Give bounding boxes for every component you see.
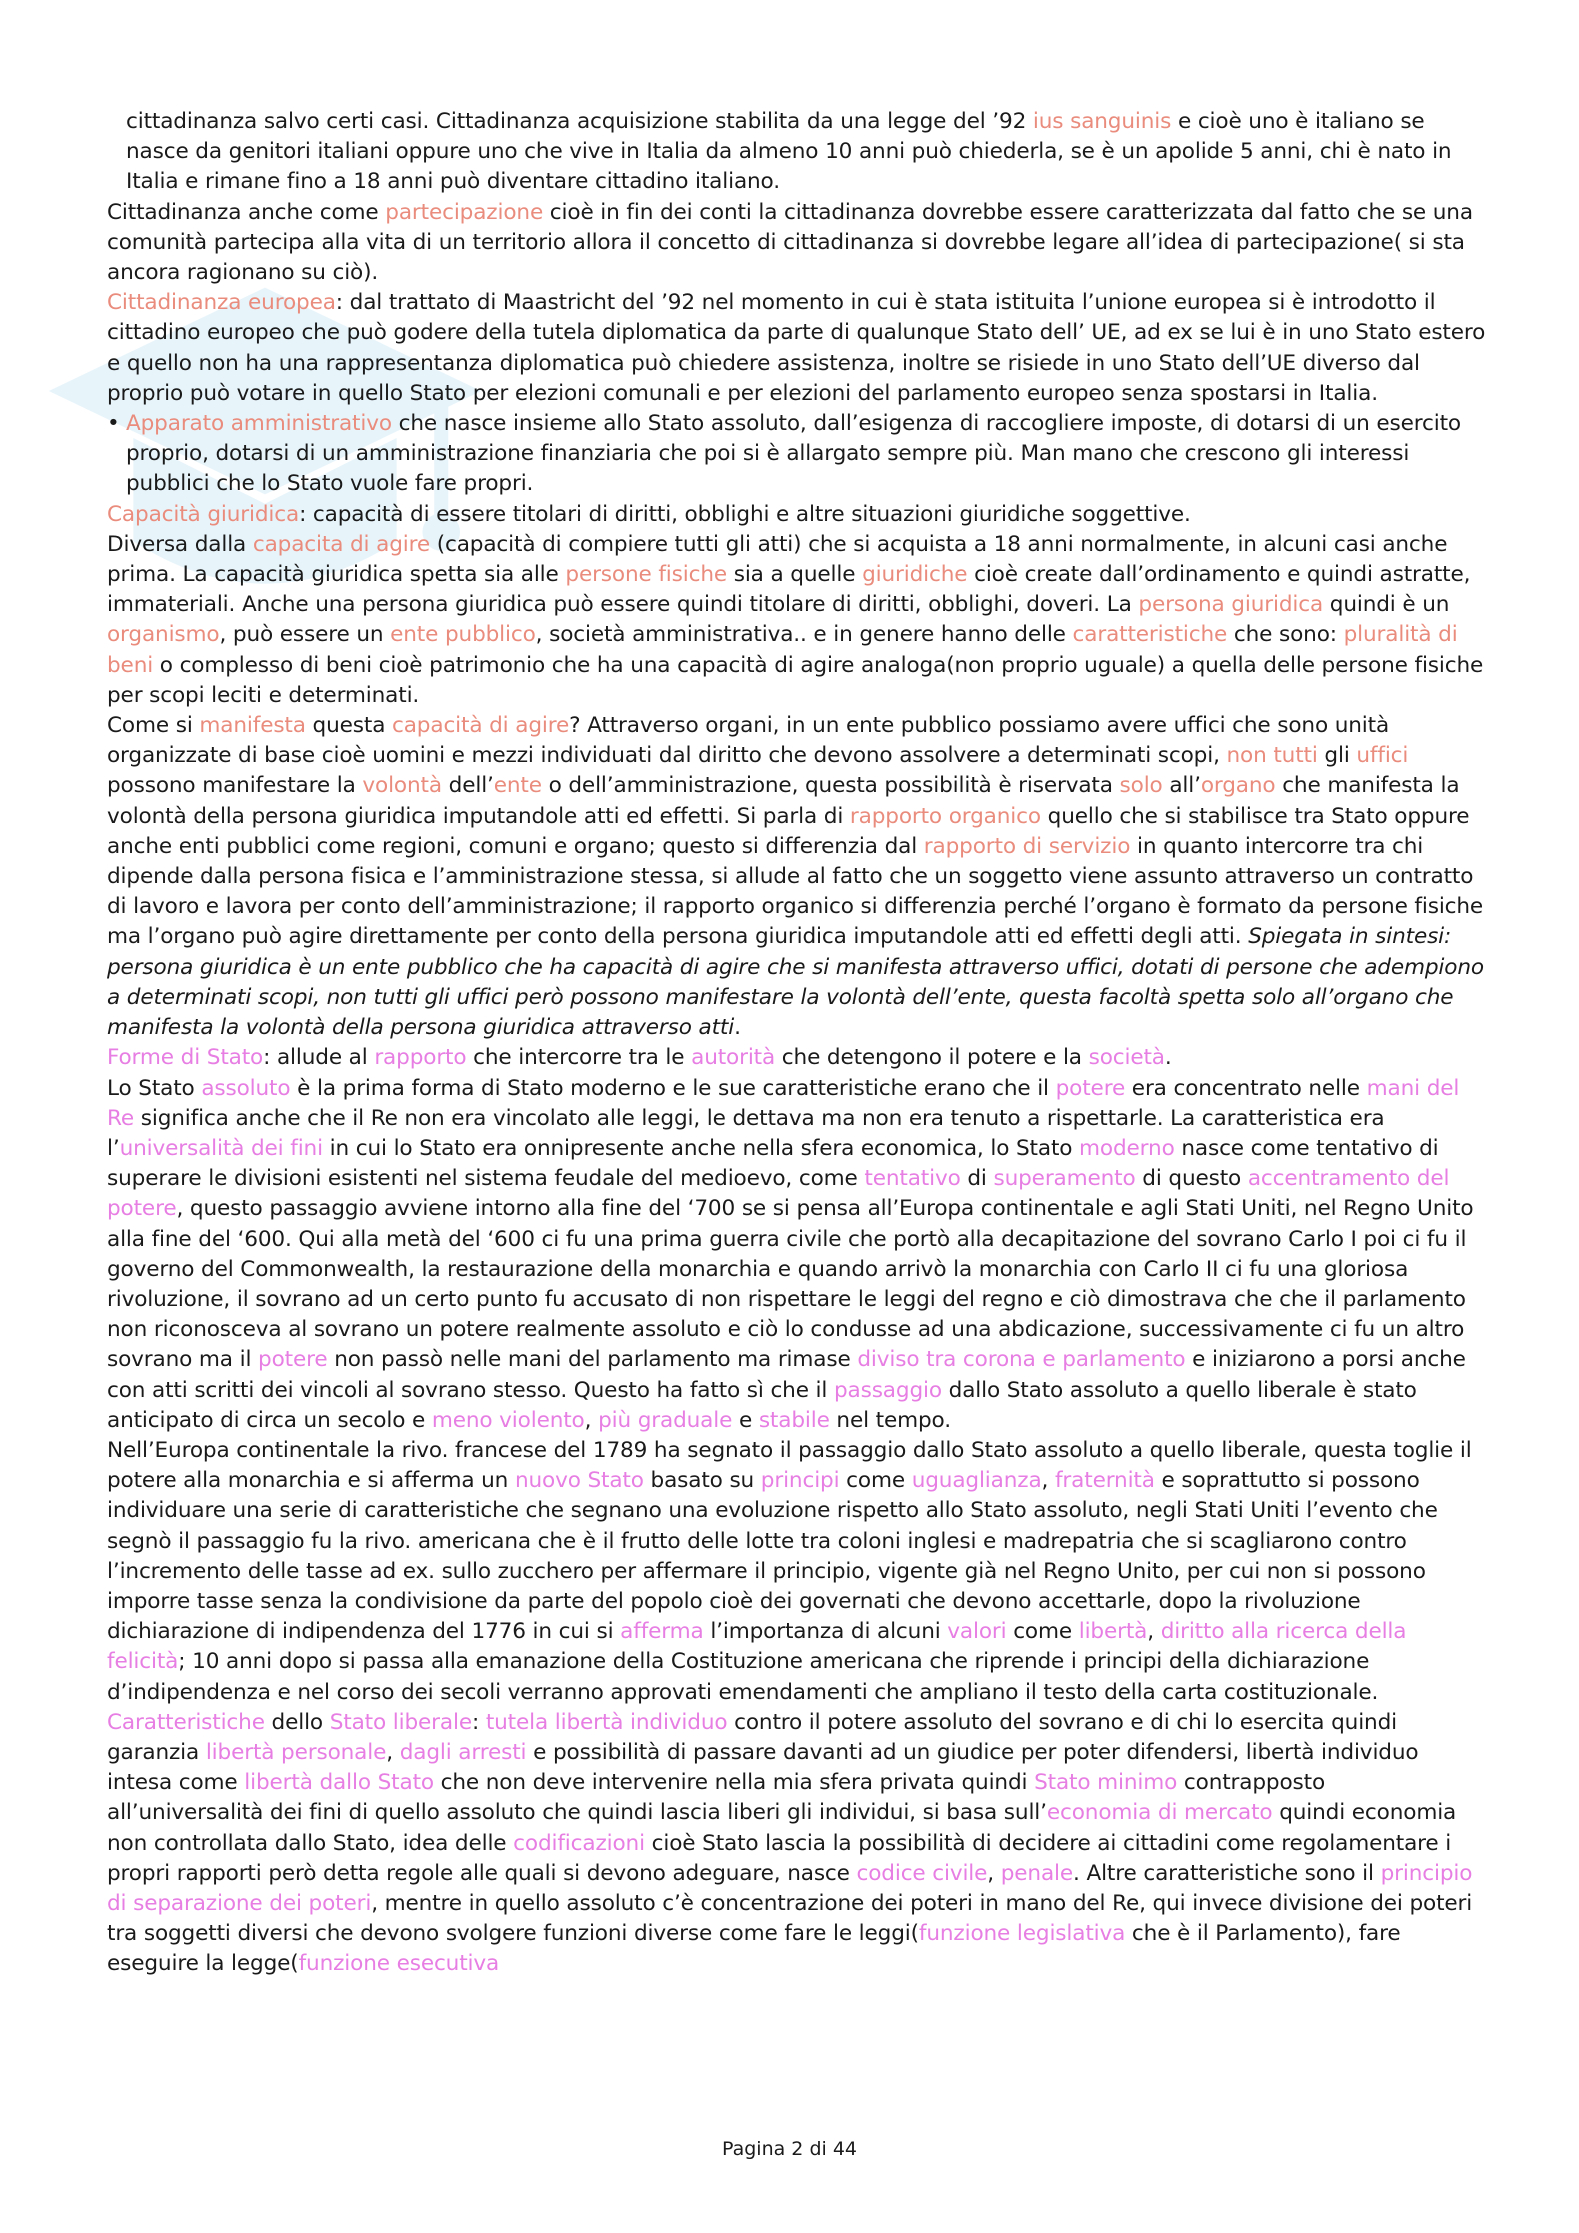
text-run: , società amministrativa.. e in genere hanno delle — [535, 622, 1073, 648]
text-run: gli — [1317, 743, 1357, 769]
highlighted-term: giuridiche — [862, 562, 968, 588]
text-run: che nasce insieme allo Stato assoluto, dall’esigenza di raccogliere imposte, di dotarsi di un esercito proprio, dotarsi di un amministrazione finanziaria che poi si è allargato sempre più. Man mano che crescono gli interessi pubblici che lo Stato vuole fare propri. — [126, 411, 1461, 497]
page-number: Pagina 2 di 44 — [722, 2138, 857, 2160]
highlighted-term: libertà dallo Stato — [244, 1770, 434, 1796]
paragraph — [107, 1074, 1487, 1436]
highlighted-term: tentativo — [864, 1166, 961, 1192]
text-run: o dell’amministrazione, questa possibilità è riservata — [541, 773, 1120, 799]
text-run: questa — [305, 713, 392, 739]
text-run: in quanto intercorre tra chi dipende dalla persona fisica e l’amministrazione stessa, si allude al fatto che un soggetto viene assunto attraverso un contratto di lavoro e lavora per conto dell’amministrazione; il rapporto organico si differenzia perché l’organo è formato da persone fisiche ma l’organo può agire direttamente per conto della persona giuridica imputandole atti ed effetti degli atti. — [107, 833, 1484, 950]
text-run: che non deve intervenire nella mia sfera privata quindi — [433, 1770, 1035, 1796]
text-run: nasce come tentativo di superare le divisioni esistenti nel sistema feudale del medioevo, come — [107, 1135, 1439, 1192]
text-run: quindi economia non controllata dallo Stato, idea delle — [107, 1800, 1457, 1856]
highlighted-term: Stato minimo — [1034, 1770, 1178, 1796]
highlighted-term: manifesta — [199, 713, 306, 739]
text-run: Come si — [107, 713, 200, 739]
text-run: Diversa dalla — [107, 531, 253, 557]
highlighted-term: capacita di agire — [252, 531, 430, 557]
highlighted-term: mani del Re — [107, 1075, 1460, 1131]
text-run: basato su — [643, 1468, 761, 1494]
text-run: di questo — [1135, 1166, 1248, 1192]
highlighted-term: nuovo Stato — [514, 1468, 644, 1494]
paragraph — [107, 107, 1487, 198]
text-run: possono manifestare la — [107, 773, 363, 799]
highlighted-term: non tutti — [1226, 743, 1318, 769]
highlighted-term: principio di separazione dei poteri — [107, 1860, 1473, 1916]
highlighted-term: libertà — [1078, 1619, 1148, 1645]
highlighted-term: Capacità giuridica — [107, 501, 300, 527]
text-run: è la prima forma di Stato moderno e le sue caratteristiche erano che il — [290, 1075, 1056, 1101]
highlighted-term: più graduale — [598, 1407, 733, 1433]
highlighted-term: dagli arresti — [399, 1739, 527, 1765]
highlighted-term: valori — [947, 1619, 1007, 1645]
text-run: e iniziarono a porsi anche con atti scritti dei vincoli al sovrano stesso. Questo ha fatto sì che il — [107, 1347, 1466, 1403]
text-run: che sono: — [1227, 622, 1344, 648]
highlighted-term: ius sanguinis — [1032, 109, 1172, 134]
highlighted-term: Stato liberale — [329, 1709, 472, 1735]
text-run: e cioè uno è italiano se nasce da genitori italiani oppure uno che vive in Italia da almeno 10 anni può chiederla, se è un apolide 5 anni, chi è nato in Italia e rimane fino a 18 anni può diventare cittadino italiano. — [126, 109, 1452, 195]
highlighted-term: potere — [258, 1347, 328, 1373]
highlighted-term: meno violento — [431, 1407, 585, 1433]
text-run: cioè create dall’ordinamento e quindi astratte, immateriali. Anche una persona giuridica può essere quindi titolare di diritti, obblighi, doveri. La — [107, 562, 1471, 618]
highlighted-term: partecipazione — [385, 199, 544, 225]
text-run: come — [1006, 1619, 1079, 1645]
highlighted-term: Apparato amministrativo — [126, 411, 392, 437]
text-run: , — [1041, 1468, 1055, 1494]
text-run: contro il potere assoluto del sovrano e di chi lo esercita quindi garanzia — [107, 1709, 1397, 1765]
paragraph — [107, 1043, 1487, 1073]
paragraph — [107, 711, 1487, 1043]
text-run: , può essere un — [219, 622, 391, 648]
highlighted-term: afferma — [620, 1619, 704, 1645]
highlighted-term: universalità dei fini — [119, 1135, 323, 1161]
paragraph — [107, 1708, 1487, 1980]
highlighted-term: tutela libertà individuo — [485, 1709, 728, 1735]
text-run: che detengono il potere e la — [775, 1045, 1089, 1071]
highlighted-term: superamento — [993, 1166, 1136, 1192]
highlighted-term: uffici — [1356, 743, 1409, 769]
highlighted-term: Cittadinanza europea — [107, 290, 336, 316]
page-footer — [0, 2138, 1579, 2160]
text-run: quindi è un — [1323, 592, 1450, 618]
text-run: Lo Stato — [107, 1075, 202, 1101]
highlighted-term: rapporto — [374, 1045, 467, 1071]
text-run: quello che si stabilisce tra Stato oppure anche enti pubblici come regioni, comuni e organo; questo si differenzia dal — [107, 803, 1470, 859]
text-run: era concentrato nelle — [1125, 1075, 1367, 1101]
paragraph — [107, 530, 1487, 711]
text-run: , mentre in quello assoluto c’è concentrazione dei poteri in mano del Re, qui invece divisione dei poteri tra soggetti diversi che devono svolgere funzioni diverse come fare le leggi( — [107, 1890, 1473, 1947]
text-run: che è il Parlamento), fare eseguire la legge( — [107, 1921, 1401, 1977]
bullet-paragraph — [107, 409, 1487, 500]
highlighted-term: organismo — [107, 622, 220, 648]
document-body — [107, 107, 1487, 1980]
highlighted-term: diviso tra corona e parlamento — [857, 1347, 1186, 1373]
highlighted-term: accentramento del potere — [107, 1166, 1450, 1222]
highlighted-term: ente — [493, 773, 542, 799]
text-run: , questo passaggio avviene intorno alla fine del ‘700 se si pensa all’Europa continentale e agli Stati Uniti, nel Regno Unito alla fine del ‘600. Qui alla metà del ‘600 ci fu una prima guerra civile che portò alla decapitazione del sovrano Carlo I poi ci fu il governo del Commonwealth, la restaurazione della monarchia e quando arrivò la monarchia con Carlo II ci fu una gloriosa rivoluzione, il sovrano ad un certo punto fu accusato di non rispettare le leggi del regno e ciò dimostrava che che il parlamento non riconosceva al sovrano un potere realmente assoluto e ciò lo condusse ad una abdicazione, successivamente ci fu un altro sovrano ma il — [107, 1196, 1474, 1373]
highlighted-term: capacità di agire — [392, 713, 570, 739]
text-run: . Altre caratteristiche sono il — [1073, 1860, 1381, 1886]
text-run: e — [732, 1407, 759, 1433]
highlighted-term: stabile — [758, 1407, 830, 1433]
highlighted-term: passaggio — [833, 1377, 942, 1403]
highlighted-term: codice civile — [856, 1860, 988, 1886]
highlighted-term: organo — [1200, 773, 1276, 799]
text-run: . — [734, 1015, 741, 1041]
highlighted-term: fraternità — [1054, 1468, 1155, 1494]
text-run: come — [839, 1468, 912, 1494]
text-run: contrapposto all’universalità dei fini di quello assoluto che quindi lascia liberi gli individui, si basa sull’ — [107, 1770, 1326, 1826]
text-run: Cittadinanza anche come — [107, 199, 386, 225]
text-run: all’ — [1162, 773, 1201, 799]
text-run: che intercorre tra le — [466, 1045, 692, 1071]
text-run: dell’ — [441, 773, 494, 799]
text-run: . — [1164, 1045, 1172, 1071]
paragraph — [107, 198, 1487, 289]
paragraph — [107, 288, 1487, 409]
text-run: o complesso di beni cioè patrimonio che ha una capacità di agire analoga(non proprio uguale) a quella delle persone fisiche per scopi leciti e determinati. — [107, 652, 1484, 708]
text-run: dello — [264, 1709, 330, 1735]
highlighted-term: caratteristiche — [1072, 622, 1228, 648]
highlighted-term: autorità — [691, 1045, 776, 1071]
text-run: cioè Stato lascia la possibilità di decidere ai cittadini come regolamentare i propri rapporti però detta regole alle quali si devono adeguare, nasce — [107, 1830, 1452, 1886]
highlighted-term: codificazioni — [513, 1830, 645, 1856]
paragraph — [107, 1436, 1487, 1708]
text-run: ? Attraverso organi, in un ente pubblico possiamo avere uffici che sono unità organizzate di base cioè uomini e mezzi individuati dal diritto che devono assolvere a determinati scopi, — [107, 713, 1390, 769]
text-run: cittadinanza salvo certi casi. Cittadinanza acquisizione stabilita da una legge del ’92 — [126, 109, 1033, 134]
highlighted-term: moderno — [1079, 1135, 1175, 1161]
highlighted-term: rapporto organico — [849, 803, 1041, 829]
highlighted-term: rapporto di servizio — [923, 833, 1131, 859]
highlighted-term: assoluto — [201, 1075, 291, 1101]
bullet-icon: • — [107, 411, 120, 437]
highlighted-term: uguaglianza — [911, 1468, 1042, 1494]
highlighted-term: principi — [760, 1468, 840, 1494]
highlighted-term: persone fisiche — [565, 562, 728, 588]
highlighted-term: funzione esecutiva — [298, 1951, 500, 1977]
highlighted-term: pluralità di beni — [107, 622, 1458, 678]
highlighted-term: persona giuridica — [1138, 592, 1324, 618]
text-run: in cui lo Stato era onnipresente anche nella sfera economica, lo Stato — [322, 1135, 1080, 1161]
highlighted-term: società — [1088, 1045, 1165, 1071]
text-run: nel tempo. — [829, 1407, 951, 1433]
text-run: cioè in fin dei conti la cittadinanza dovrebbe essere caratterizzata dal fatto che se una comunità partecipa alla vita di un territorio allora il concetto di cittadinanza si dovrebbe legare all’idea di partecipazione( si sta ancora ragionano su ciò). — [107, 199, 1473, 286]
paragraph — [107, 500, 1487, 530]
italic-summary: Spiegata in sintesi: persona giuridica è un ente pubblico che ha capacità di agire che si manifesta attraverso uffici, dotati di persone che adempiono a determinati scopi, non tutti gli uffici però possono manifestare la volontà dell’ente, questa facoltà spetta solo all’organo che manifesta la volontà della persona giuridica attraverso atti — [107, 924, 1484, 1041]
highlighted-term: Caratteristiche — [107, 1709, 265, 1735]
highlighted-term: volontà — [362, 773, 442, 799]
text-run: e possibilità di passare davanti ad un giudice per poter difendersi, libertà individuo intesa come — [107, 1739, 1419, 1796]
highlighted-term: economia di mercato — [1046, 1800, 1273, 1826]
highlighted-term: diritto alla ricerca della felicità — [107, 1619, 1407, 1675]
text-run: significa anche che il Re non era vincolato alle leggi, le dettava ma non era tenuto a rispettarle. La caratteristica era l’ — [107, 1105, 1385, 1161]
highlighted-term: penale — [1000, 1860, 1074, 1886]
text-run: : allude al — [263, 1045, 375, 1071]
text-run: , — [1147, 1619, 1161, 1645]
text-run: ; 10 anni dopo si passa alla emanazione della Costituzione americana che riprende i principi della dichiarazione d’indipendenza e nel corso dei secoli verranno approvati emendamenti che ampliano il testo della carta costituzionale. — [107, 1649, 1379, 1705]
text-run: l’importanza di alcuni — [703, 1619, 948, 1645]
text-run: Nell’Europa continentale la rivo. francese del 1789 ha segnato il passaggio dallo Stato assoluto a quello liberale, questa toglie il potere alla monarchia e si afferma un — [107, 1437, 1472, 1494]
text-run: , — [584, 1407, 599, 1433]
text-run: di — [960, 1166, 994, 1192]
highlighted-term: Forme di Stato — [107, 1045, 264, 1071]
text-run: : capacità di essere titolari di diritti, obblighi e altre situazioni giuridiche soggettive. — [299, 501, 1191, 527]
text-run: , — [987, 1860, 1001, 1886]
text-run: che manifesta la volontà della persona giuridica imputandole atti ed effetti. Si parla di — [107, 773, 1460, 829]
text-run: (capacità di compiere tutti gli atti) che si acquista a 18 anni normalmente, in alcuni casi anche prima. La capacità giuridica spetta sia alle — [107, 531, 1448, 588]
highlighted-term: libertà personale — [205, 1739, 387, 1765]
text-run: dallo Stato assoluto a quello liberale è stato anticipato di circa un secolo e — [107, 1377, 1417, 1433]
highlighted-term: solo — [1119, 773, 1163, 799]
text-run: : — [471, 1709, 486, 1735]
highlighted-term: funzione legislativa — [918, 1921, 1126, 1947]
text-run: sia a quelle — [727, 562, 863, 588]
text-run: , — [386, 1739, 400, 1765]
text-run: e soprattutto si possono individuare una serie di caratteristiche che segnano una evoluzione rispetto allo Stato assoluto, negli Stati Uniti l’evento che segnò il passaggio fu la rivo. americana che è il frutto delle lotte tra coloni inglesi e madrepatria che si scagliarono contro l’incremento delle tasse ad ex. sullo zucchero per affermare il principio, vigente già nel Regno Unito, per cui non si possono imporre tasse senza la condivisione da parte del popolo cioè dei governati che devono accettarle, dopo la rivoluzione dichiarazione di indipendenza del 1776 in cui si — [107, 1468, 1438, 1645]
highlighted-term: potere — [1055, 1075, 1126, 1101]
text-run: : dal trattato di Maastricht del ’92 nel momento in cui è stata istituita l’unione europea si è introdotto il cittadino europeo che può godere della tutela diplomatica da parte di qualunque Stato dell’ UE, ad ex se lui è in uno Stato estero e quello non ha una rappresentanza diplomatica può chiedere assistenza, inoltre se risiede in uno Stato dell’UE diverso dal proprio può votare in quello Stato per elezioni comunali e per elezioni del parlamento europeo senza spostarsi in Italia. — [107, 290, 1486, 406]
highlighted-term: ente pubblico — [390, 622, 536, 648]
text-run: non passò nelle mani del parlamento ma rimase — [327, 1347, 858, 1373]
